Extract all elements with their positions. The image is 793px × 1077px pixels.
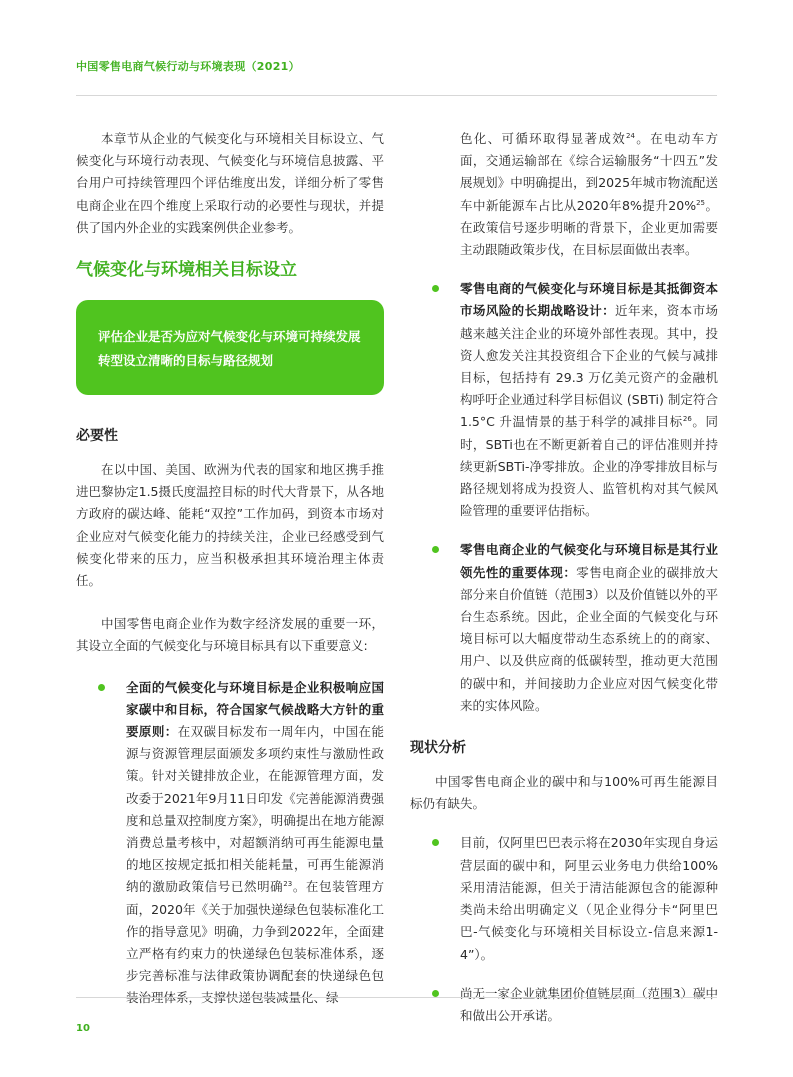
footnote-ref: 25 xyxy=(696,198,705,207)
chapter-intro: 本章节从企业的气候变化与环境相关目标设立、气候变化与环境行动表现、气候变化与环境信息披露、平台用户可持续管理四个评估维度出发，详细分析了零售电商企业在四个维度上采取行动的必要性与现状，并提供了国内外企业的实践案例供企业参考。 xyxy=(76,131,384,235)
status-heading: 现状分析 xyxy=(410,740,466,757)
report-header-title: 中国零售电商气候行动与环境表现（2021） xyxy=(76,60,300,73)
header-divider xyxy=(76,95,717,96)
necessity-heading: 必要性 xyxy=(76,428,118,445)
bullet-lead: 零售电商的气候变化与环境目标是其抵御资本市场风险的长期战略设计： xyxy=(460,281,718,319)
right-column xyxy=(410,128,718,1027)
list-item xyxy=(76,677,384,1010)
bullet-text: 在双碳目标发布一周年内，中国在能源与资源管理层面颁发多项约束性与激励性政策。针对关键排放企业，在能源管理方面，发改委于2021年9月11日印发《完善能源消费强度和总量双控制度方案》，明确提出在地方能源消费总量考核中，对超额消纳可再生能源电量的地区按规定抵扣相关能耗量，可再生能源消纳的激励政策信号已然明确 xyxy=(126,724,384,895)
necessity-paragraph-2: 中国零售电商企业作为数字经济发展的重要一环，其设立全面的气候变化与环境目标具有以下重要意义: xyxy=(76,616,384,654)
bullet-dot-icon xyxy=(98,684,105,691)
page-number: 10 xyxy=(76,1023,90,1034)
bullet-lead: 零售电商企业的气候变化与环境目标是其行业领先性的重要体现： xyxy=(460,542,718,580)
bullet-text: 色化、可循环取得显著成效 xyxy=(460,131,627,146)
footnote-ref: 26 xyxy=(682,415,692,424)
bullet-text: 目前，仅阿里巴巴表示将在2030年实现自身运营层面的碳中和，阿里云业务电力供给100%采用清洁能源，但关于清洁能源包含的能源种类尚未给出明确定义（见企业得分卡“阿里巴巴-气候变化与环境相关目标设立-信息来源1-4”）。 xyxy=(460,835,718,962)
bullet-dot-icon xyxy=(432,839,439,846)
list-item xyxy=(410,832,718,965)
bullet-text: 。在电动车方面，交通运输部在《综合运输服务“十四五”发展规划》中明确提出，到2025年城市物流配送车中新能源车占比从2020年8%提升20% xyxy=(460,131,718,213)
necessity-paragraph-1: 在以中国、美国、欧洲为代表的国家和地区携手推进巴黎协定1.5摄氏度温控目标的时代大背景下，从各地方政府的碳达峰、能耗“双控”工作加码，到资本市场对企业应对气候变化能力的持续关注，企业已经感受到气候变化带来的压力，应当积极承担其环境治理主体责任。 xyxy=(76,462,384,589)
callout-text: 评估企业是否为应对气候变化与环境可持续发展转型设立清晰的目标与路径规划 xyxy=(98,329,361,369)
bullet-dot-icon xyxy=(432,990,439,997)
list-item xyxy=(410,278,718,522)
section-title: 气候变化与环境相关目标设立 xyxy=(76,260,297,281)
bullet-text: 。在政策信号逐步明晰的背景下，企业更加需要主动跟随政策步伐，在目标层面做出表率。 xyxy=(460,197,718,258)
assessment-callout-box xyxy=(76,300,384,395)
left-column xyxy=(76,128,384,1010)
list-item xyxy=(410,983,718,1027)
bullet-text: 尚无一家企业就集团价值链层面（范围3）碳中和做出公开承诺。 xyxy=(460,985,718,1023)
list-item-continued xyxy=(410,128,718,261)
bullet-dot-icon xyxy=(432,285,439,292)
bullet-text: 零售电商企业的碳排放大部分来自价值链（范围3）以及价值链以外的平台生态系统。因此，企业全面的气候变化与环境目标可以大幅度带动生态系统上的的商家、用户、以及供应商的低碳转型，推动更大范围的碳中和，并间接助力企业应对因气候变化带来的实体风险。 xyxy=(460,564,718,713)
bullet-lead: 全面的气候变化与环境目标是企业积极响应国家碳中和目标，符合国家气候战略大方针的重要原则： xyxy=(126,679,384,740)
necessity-bullet-list-continued xyxy=(410,128,718,717)
status-paragraph: 中国零售电商企业的碳中和与100%可再生能源目标仍有缺失。 xyxy=(410,774,718,812)
list-item xyxy=(410,539,718,717)
bullet-text: 近年来，资本市场越来越关注企业的环境外部性表现。其中，投资人愈发关注其投资组合下企业的气候与减排目标，包括持有 29.3 万亿美元资产的金融机构呼吁企业通过科学目标倡议 (SBTi) 制定符合 1.5°C 升温情景的基于科学的减排目标 xyxy=(460,303,718,430)
bullet-text: 。同时，SBTi也在不断更新着自己的评估准则并持续更新SBTi-净零排放。企业的净零排放目标与路径规划将成为投资人、监管机构对其气候风险管理的重要评估指标。 xyxy=(460,414,718,519)
footnote-ref: 24 xyxy=(626,131,635,140)
footnote-ref: 23 xyxy=(283,880,293,889)
bullet-dot-icon xyxy=(432,546,439,553)
bullet-text: 。在包装管理方面，2020年《关于加强快递绿色包装标准化工作的指导意见》明确，力争到2022年，全面建立严格有约束力的快递绿色包装标准体系，逐步完善标准与法律政策协调配套的快递绿色包装治理体系，支撑快递包装减量化、绿 xyxy=(126,879,384,1006)
footer-divider xyxy=(76,997,717,998)
necessity-bullet-list xyxy=(76,677,384,1010)
